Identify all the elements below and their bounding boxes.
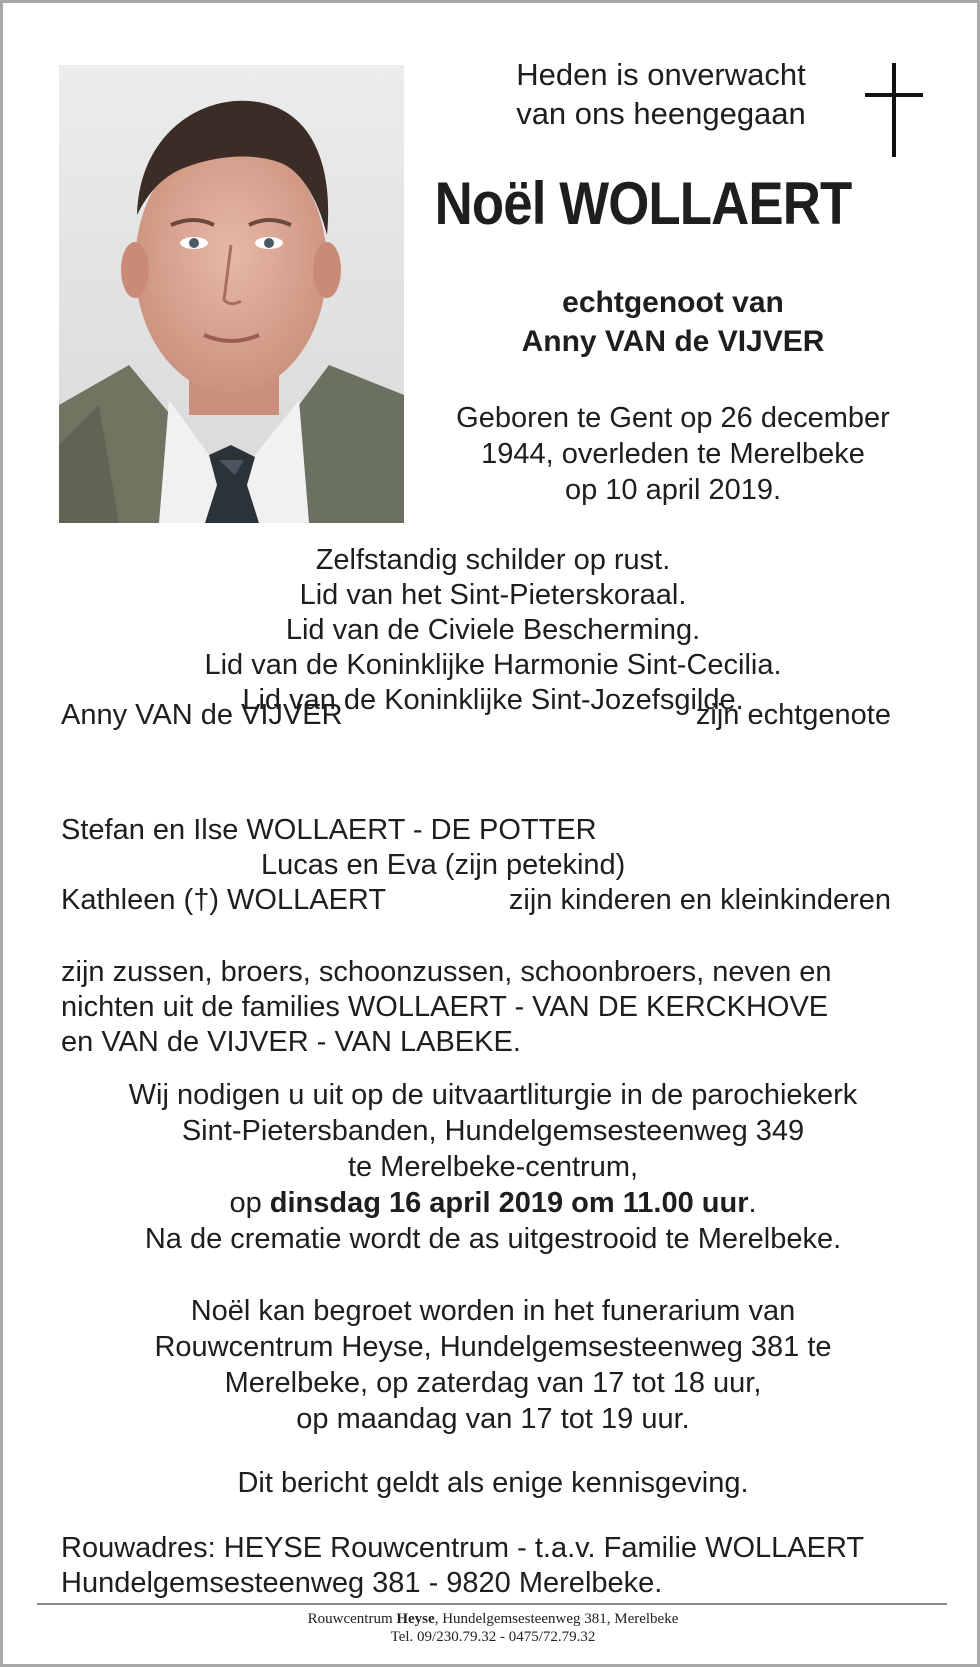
birth-death-line: 1944, overleden te Merelbeke	[481, 438, 865, 470]
mourner-spouse-name: Anny VAN de VIJVER	[61, 699, 343, 731]
footer-line	[43, 1610, 943, 1628]
role-item: Zelfstandig schilder op rust.	[315, 544, 671, 576]
role-item: Lid van de Civiele Bescherming.	[285, 614, 701, 646]
intro-line: Heden is onverwacht	[516, 57, 806, 92]
footer-suffix: , Hundelgemsesteenweg 381, Merelbeke	[434, 1611, 679, 1627]
visitation-line: Rouwcentrum Heyse, Hundelgemsesteenweg 381 te	[154, 1331, 832, 1363]
visitation-line: Merelbeke, op zaterdag van 17 tot 18 uur,	[224, 1367, 762, 1399]
spouse-heading	[433, 283, 913, 361]
footer-prefix: Rouwcentrum	[307, 1611, 397, 1627]
visitation-line: op maandag van 17 tot 19 uur.	[296, 1403, 690, 1435]
family-line: zijn zussen, broers, schoonzussen, schoonbroers, neven en	[61, 956, 832, 988]
role-item: Lid van het Sint-Pieterskoraal.	[299, 579, 687, 611]
address-line: Hundelgemsesteenweg 381 - 9820 Merelbeke.	[61, 1567, 663, 1599]
spouse-name: Anny VAN de VIJVER	[521, 325, 825, 358]
birth-death-line: op 10 april 2019.	[564, 474, 782, 506]
family-text	[61, 955, 941, 1060]
intro-text	[421, 55, 901, 133]
family-line: nichten uit de families WOLLAERT - VAN DE KERCKHOVE	[61, 991, 829, 1023]
mourner-children-relation: zijn kinderen en kleinkinderen	[508, 884, 891, 916]
footer-company: Heyse	[396, 1611, 435, 1627]
footer	[43, 1610, 943, 1646]
mourner-spouse-relation: zijn echtgenote	[695, 699, 891, 731]
ceremony-line: te Merelbeke-centrum,	[347, 1151, 639, 1183]
ceremony-date-line	[43, 1185, 943, 1221]
intro-line: van ons heengegaan	[516, 96, 806, 131]
visitation-text	[43, 1293, 943, 1437]
ceremony-line: Sint-Pietersbanden, Hundelgemsesteenweg 349	[181, 1115, 805, 1147]
birth-death-line: Geboren te Gent op 26 december	[456, 402, 890, 434]
mourner-children-line: Stefan en Ilse WOLLAERT - DE POTTER	[61, 814, 597, 846]
ceremony-line: Wij nodigen u uit op de uitvaartliturgie in de parochiekerk	[128, 1079, 858, 1111]
closing-notice: Dit bericht geldt als enige kennisgeving.	[237, 1467, 749, 1499]
portrait-illustration	[59, 65, 404, 523]
roles-list	[43, 543, 943, 718]
ceremony-date: dinsdag 16 april 2019 om 11.00 uur	[269, 1187, 749, 1219]
spouse-label: echtgenoot van	[562, 286, 784, 319]
ceremony-date-suffix: .	[748, 1187, 757, 1219]
ceremony-line: Na de crematie wordt de as uitgestrooid te Merelbeke.	[144, 1223, 842, 1255]
role-item: Lid van de Koninklijke Harmonie Sint-Cecilia.	[204, 649, 782, 681]
address-line: Rouwadres: HEYSE Rouwcentrum - t.a.v. Familie WOLLAERT	[61, 1532, 865, 1564]
birth-death-text	[433, 400, 913, 508]
ceremony-text	[43, 1077, 943, 1257]
deceased-name: Noël WOLLAERT	[434, 170, 852, 237]
portrait-photo	[59, 65, 404, 523]
ceremony-date-prefix: op	[229, 1187, 270, 1219]
family-line: en VAN de VIJVER - VAN LABEKE.	[61, 1026, 521, 1058]
footer-phone: Tel. 09/230.79.32 - 0475/72.79.32	[390, 1629, 596, 1645]
visitation-line: Noël kan begroet worden in het funerarium van	[190, 1295, 796, 1327]
mourner-children-line: Kathleen (†) WOLLAERT	[61, 884, 387, 916]
mourner-grandchildren-line: Lucas en Eva (zijn petekind)	[261, 849, 626, 881]
footer-divider	[37, 1603, 947, 1605]
mourning-address	[61, 1531, 941, 1601]
role-item: Lid van de Koninklijke Sint-Jozefsgilde.	[242, 684, 744, 716]
